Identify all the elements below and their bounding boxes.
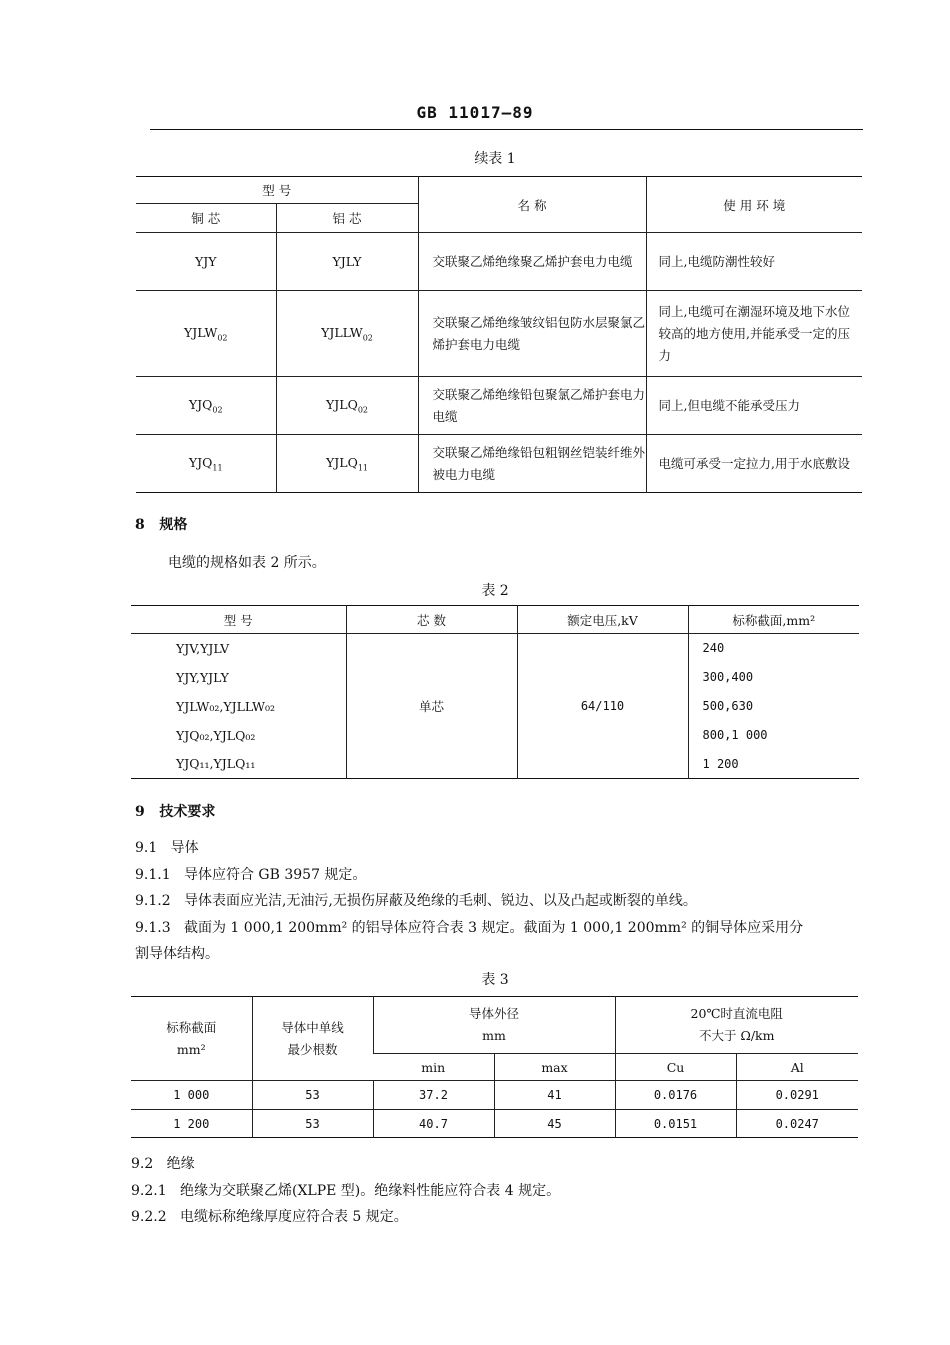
t2-voltage: 64/110 — [517, 634, 688, 779]
t3-head-max: max — [494, 1054, 615, 1081]
t2-head-cores: 芯 数 — [346, 606, 517, 634]
t3-head-section: 标称截面 mm² — [166, 1019, 217, 1057]
t2-model: YJLW₀₂,YJLLW₀₂ — [176, 698, 275, 714]
t3-al: 0.0291 — [736, 1081, 858, 1110]
section-9-2-1: 9.2.1 绝缘为交联聚乙烯(XLPE 型)。绝缘料性能应符合表 4 规定。 — [131, 1183, 561, 1199]
t3-wires: 53 — [252, 1110, 373, 1138]
t2-section: 240 — [688, 634, 859, 663]
t2-section: 500,630 — [688, 692, 859, 721]
t1-usage-env: 同上,电缆可在潮湿环境及地下水位较高的地方使用,并能承受一定的压力 — [646, 291, 862, 377]
t2-head-model: 型 号 — [131, 606, 346, 634]
t1-cable-name: 交联聚乙烯绝缘铅包聚氯乙烯护套电力电缆 — [418, 377, 646, 435]
t1-al-model: YJLY — [276, 233, 418, 291]
t2-head-voltage: 额定电压,kV — [517, 606, 688, 634]
t1-head-env: 使 用 环 境 — [646, 177, 862, 233]
section-9-2-2: 9.2.2 电缆标称绝缘厚度应符合表 5 规定。 — [131, 1209, 408, 1225]
table3 — [131, 996, 858, 1138]
t3-cu: 0.0151 — [615, 1110, 736, 1138]
t3-max: 45 — [494, 1110, 615, 1138]
table-row — [131, 634, 859, 663]
t2-model: YJQ₁₁,YJLQ₁₁ — [176, 756, 256, 772]
t1-cable-name: 交联聚乙烯绝缘铅包粗钢丝铠装纤维外被电力电缆 — [418, 435, 646, 493]
t1-al-model: $YJLQ_{02}$ — [276, 377, 418, 435]
t1-cable-name: 交联聚乙烯绝缘皱纹铝包防水层聚氯乙烯护套电力电缆 — [418, 291, 646, 377]
table-row — [136, 233, 862, 291]
t3-wires: 53 — [252, 1081, 373, 1110]
section-8-heading: 8 规格 — [135, 517, 188, 533]
t3-head-cu: Cu — [615, 1054, 736, 1081]
t1-cu-model: $YJLW_{02}$ — [136, 291, 276, 377]
t3-head-min: min — [373, 1054, 494, 1081]
t3-head-wires: 导体中单线 最少根数 — [252, 997, 373, 1081]
t1-head-aluminum: 铝 芯 — [276, 204, 418, 233]
t2-model: YJV,YJLV — [176, 640, 230, 656]
t3-min: 40.7 — [373, 1110, 494, 1138]
t3-al: 0.0247 — [736, 1110, 858, 1138]
table2 — [131, 605, 859, 779]
t1-usage-env: 同上,电缆防潮性较好 — [646, 233, 862, 291]
t1-usage-env: 电缆可承受一定拉力,用于水底敷设 — [646, 435, 862, 493]
t3-max: 41 — [494, 1081, 615, 1110]
table2-caption: 表 2 — [481, 583, 509, 599]
section-9-1-3-cont: 割导体结构。 — [135, 946, 219, 962]
t3-section: 1 200 — [131, 1110, 252, 1138]
table1-caption: 续表 1 — [474, 151, 516, 167]
t3-cu: 0.0176 — [615, 1081, 736, 1110]
header-rule — [150, 129, 863, 130]
table1 — [136, 176, 862, 493]
section-9-heading: 9 技术要求 — [135, 804, 216, 820]
t1-al-model: $YJLLW_{02}$ — [276, 291, 418, 377]
t3-head-diameter: 导体外径 mm — [373, 997, 615, 1054]
t2-cores: 单芯 — [346, 634, 517, 779]
t1-cable-name: 交联聚乙烯绝缘聚乙烯护套电力电缆 — [418, 233, 646, 291]
t3-section: 1 000 — [131, 1081, 252, 1110]
t3-head-resistance: 20℃时直流电阻 不大于 Ω/km — [615, 997, 858, 1054]
t2-head-section: 标称截面,mm² — [688, 606, 859, 634]
section-9-1-heading: 9.1 导体 — [135, 840, 199, 856]
section-9-1-1: 9.1.1 导体应符合 GB 3957 规定。 — [135, 867, 367, 883]
table-row — [131, 1110, 858, 1138]
table-row — [136, 435, 862, 493]
t2-model: YJQ₀₂,YJLQ₀₂ — [176, 727, 256, 743]
t1-cu-model: YJY — [136, 233, 276, 291]
t1-head-model: 型 号 — [262, 183, 292, 198]
t2-section: 300,400 — [688, 663, 859, 692]
t2-section: 800,1 000 — [688, 721, 859, 750]
t1-cu-model: $YJQ_{02}$ — [136, 377, 276, 435]
t1-head-name: 名 称 — [418, 177, 646, 233]
t1-al-model: $YJLQ_{11}$ — [276, 435, 418, 493]
table-row — [136, 377, 862, 435]
table-row — [131, 1081, 858, 1110]
t1-cu-model: $YJQ_{11}$ — [136, 435, 276, 493]
section-9-2-heading: 9.2 绝缘 — [131, 1156, 195, 1172]
section-9-1-2: 9.1.2 导体表面应光洁,无油污,无损伤屏蔽及绝缘的毛刺、锐边、以及凸起或断裂的单线。 — [135, 893, 697, 909]
section-8-text: 电缆的规格如表 2 所示。 — [168, 555, 326, 571]
t3-head-al: Al — [736, 1054, 858, 1081]
table-row — [136, 291, 862, 377]
section-9-1-3: 9.1.3 截面为 1 000,1 200mm² 的铝导体应符合表 3 规定。截面为 1 000,1 200mm² 的铜导体应采用分 — [135, 920, 804, 936]
t2-section: 1 200 — [688, 750, 859, 779]
t1-usage-env: 同上,但电缆不能承受压力 — [646, 377, 862, 435]
t2-model: YJY,YJLY — [176, 669, 229, 685]
t3-min: 37.2 — [373, 1081, 494, 1110]
t1-head-copper: 铜 芯 — [136, 204, 276, 233]
table3-caption: 表 3 — [481, 972, 509, 988]
standard-number: GB 11017—89 — [416, 103, 534, 122]
